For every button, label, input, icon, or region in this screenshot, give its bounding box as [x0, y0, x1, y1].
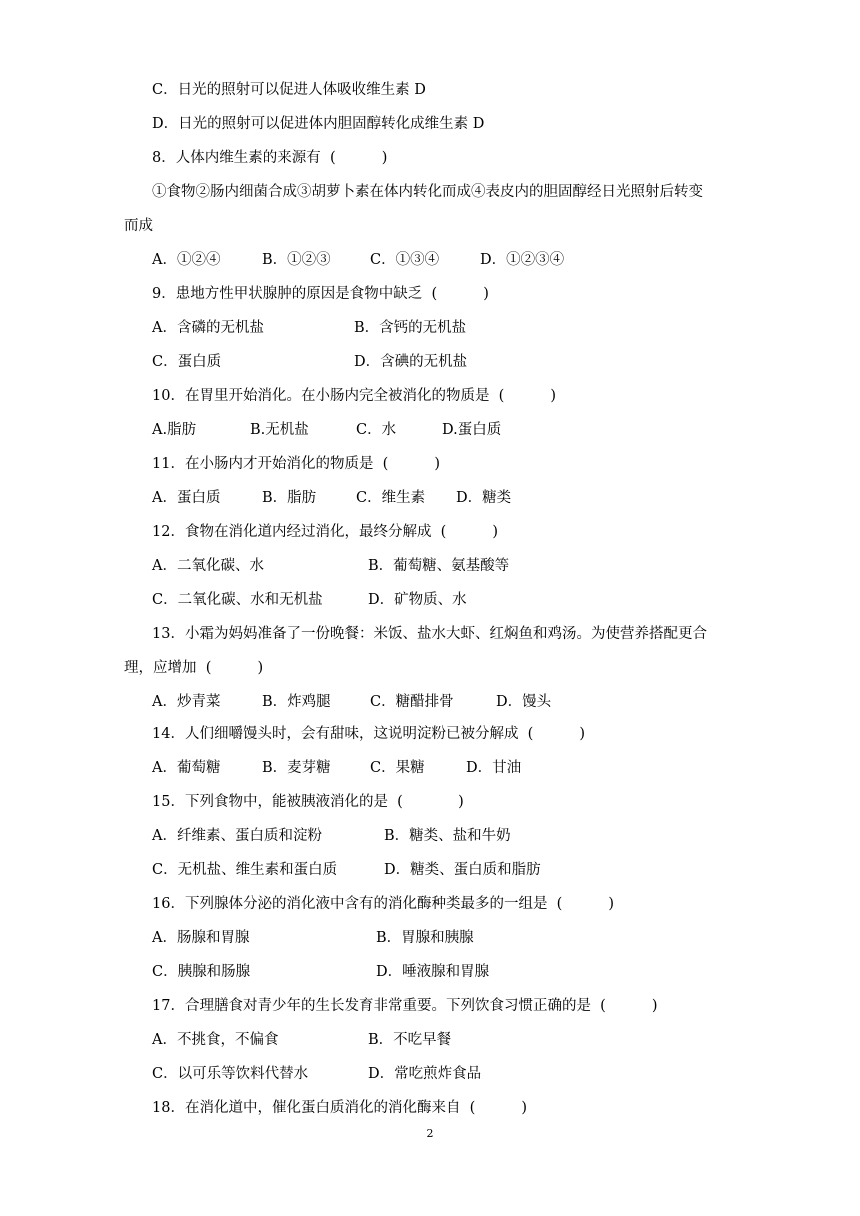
- q10-option-c: C．水: [356, 422, 397, 438]
- q17-option-c: C．以可乐等饮料代替水: [152, 1066, 309, 1082]
- page-number: 2: [426, 1127, 434, 1140]
- q11-option-b: B．脂肪: [262, 490, 317, 506]
- q17-stem: 17．合理膳食对青少年的生长发育非常重要。下列饮食习惯正确的是 ( ): [152, 998, 658, 1014]
- q11-stem: 11．在小肠内才开始消化的物质是 ( ): [152, 456, 441, 472]
- q8-option-d: D．①②③④: [480, 252, 565, 268]
- q17-option-a: A．不挑食，不偏食: [152, 1032, 279, 1048]
- q8-option-c: C．①③④: [370, 252, 440, 268]
- q14-option-a: A．葡萄糖: [152, 760, 221, 776]
- q13-stem-cont: 理，应增加 ( ): [124, 660, 264, 676]
- q8-statement: ①食物②肠内细菌合成③胡萝卜素在体内转化而成④表皮内的胆固醇经日光照射后转变: [152, 184, 703, 200]
- q11-option-c: C．维生素: [356, 490, 426, 506]
- q10-option-a: A.脂肪: [152, 422, 197, 438]
- q9-option-b: B．含钙的无机盐: [354, 320, 467, 336]
- q12-option-b: B．葡萄糖、氨基酸等: [368, 558, 510, 574]
- q9-option-a: A．含磷的无机盐: [152, 320, 264, 336]
- q15-option-d: D．糖类、蛋白质和脂肪: [384, 862, 541, 878]
- q13-stem: 13．小霜为妈妈准备了一份晚餐：米饭、盐水大虾、红焖鱼和鸡汤。为使营养搭配更合: [152, 626, 707, 642]
- q8-option-b: B．①②③: [262, 252, 331, 268]
- q15-stem: 15．下列食物中，能被胰液消化的是 ( ): [152, 794, 464, 810]
- q14-stem: 14．人们细嚼馒头时，会有甜味，这说明淀粉已被分解成 ( ): [152, 726, 586, 742]
- q13-option-d: D．馒头: [496, 694, 552, 710]
- q17-option-b: B．不吃早餐: [368, 1032, 452, 1048]
- q11-option-d: D．糖类: [456, 490, 512, 506]
- q14-option-b: B．麦芽糖: [262, 760, 331, 776]
- q12-option-c: C．二氧化碳、水和无机盐: [152, 592, 323, 608]
- q10-option-d: D.蛋白质: [442, 422, 502, 438]
- q9-option-c: C．蛋白质: [152, 354, 222, 370]
- q9-stem: 9．患地方性甲状腺肿的原因是食物中缺乏 ( ): [152, 286, 489, 302]
- q16-option-d: D．唾液腺和胃腺: [376, 964, 490, 980]
- q8-option-a: A．①②④: [152, 252, 221, 268]
- q9-option-d: D．含碘的无机盐: [354, 354, 468, 370]
- q13-option-b: B．炸鸡腿: [262, 694, 331, 710]
- q15-option-b: B．糖类、盐和牛奶: [384, 828, 511, 844]
- q12-option-d: D．矿物质、水: [368, 592, 467, 608]
- q16-option-b: B．胃腺和胰腺: [376, 930, 474, 946]
- q14-option-d: D．甘油: [466, 760, 522, 776]
- q13-option-a: A．炒青菜: [152, 694, 221, 710]
- q17-option-d: D．常吃煎炸食品: [368, 1066, 482, 1082]
- q7-option-d: D．日光的照射可以促进体内胆固醇转化成维生素 D: [152, 116, 485, 132]
- q8-stem: 8．人体内维生素的来源有 ( ): [152, 150, 388, 166]
- q7-option-c: C．日光的照射可以促进人体吸收维生素 D: [152, 82, 426, 98]
- q11-option-a: A．蛋白质: [152, 490, 221, 506]
- q10-stem: 10．在胃里开始消化。在小肠内完全被消化的物质是 ( ): [152, 388, 557, 404]
- q13-option-c: C．糖醋排骨: [370, 694, 454, 710]
- q16-option-a: A．肠腺和胃腺: [152, 930, 250, 946]
- q16-option-c: C．胰腺和肠腺: [152, 964, 251, 980]
- q15-option-a: A．纤维素、蛋白质和淀粉: [152, 828, 322, 844]
- q18-stem: 18．在消化道中，催化蛋白质消化的消化酶来自 ( ): [152, 1100, 528, 1116]
- q8-statement-cont: 而成: [124, 218, 153, 234]
- q15-option-c: C．无机盐、维生素和蛋白质: [152, 862, 338, 878]
- q14-option-c: C．果糖: [370, 760, 425, 776]
- q12-option-a: A．二氧化碳、水: [152, 558, 264, 574]
- q12-stem: 12．食物在消化道内经过消化，最终分解成 ( ): [152, 524, 499, 540]
- q10-option-b: B.无机盐: [250, 422, 309, 438]
- q16-stem: 16．下列腺体分泌的消化液中含有的消化酶种类最多的一组是 ( ): [152, 896, 615, 912]
